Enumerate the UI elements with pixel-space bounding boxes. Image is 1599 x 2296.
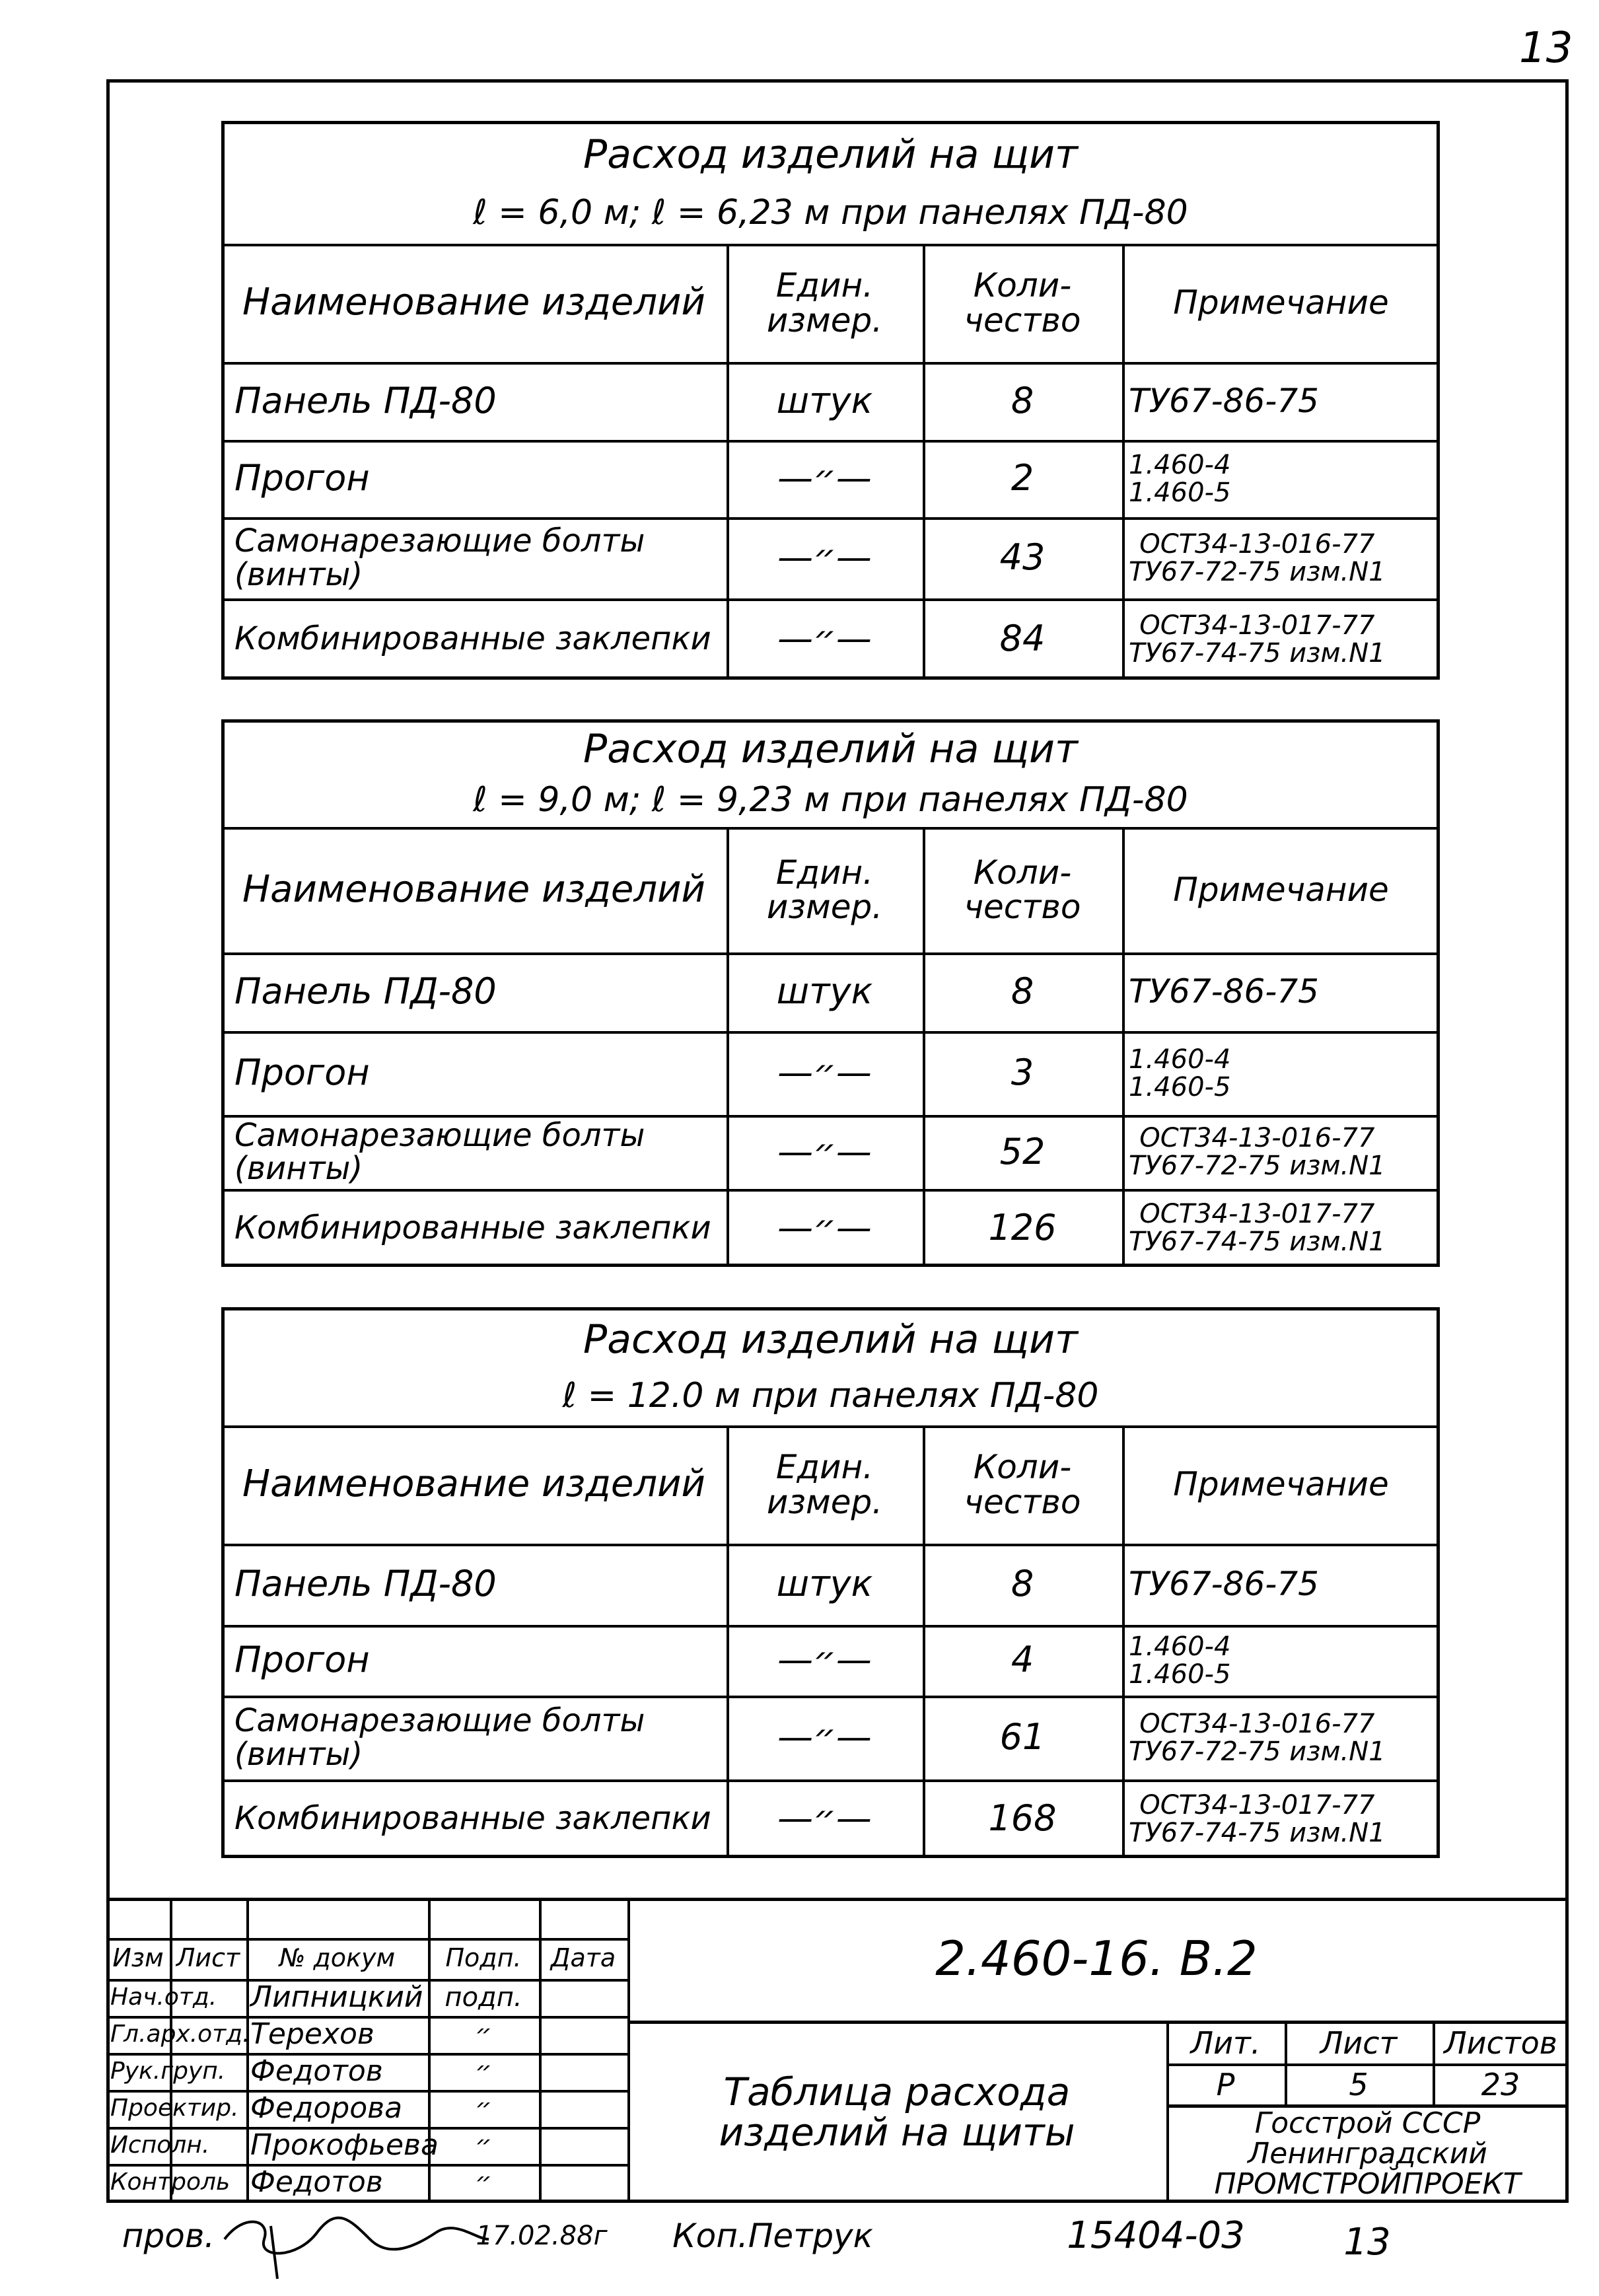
item-name: Самонарезающие болты (винты): [234, 522, 645, 593]
lit-value: Р: [1216, 2066, 1235, 2102]
sheets-label: Листов: [1444, 2025, 1557, 2062]
note-cell: ТУ67-86-75: [1129, 1565, 1319, 1604]
item-name: Комбинированные заклепки: [234, 620, 711, 658]
column-header: Един. измер.: [766, 853, 883, 926]
item-name: Самонарезающие болты (винты): [234, 1116, 645, 1187]
item-name: Панель ПД-80: [234, 379, 497, 421]
staff-role: Нач.отд.: [110, 1984, 217, 2011]
note-cell: 1.460-4 1.460-5: [1129, 1044, 1231, 1102]
staff-role: Рук.груп.: [110, 2058, 226, 2085]
frame: [106, 79, 110, 2203]
footer-number: 13: [1343, 2220, 1391, 2264]
staff-signature: ״: [475, 2093, 492, 2124]
sheet-value: 5: [1349, 2066, 1368, 2102]
note-cell: 1.460-4 1.460-5: [1129, 1631, 1231, 1690]
column-header: Коли-чество: [964, 266, 1081, 340]
item-name: Панель ПД-80: [234, 970, 497, 1013]
column-header: Примечание: [1173, 870, 1389, 909]
item-name: Прогон: [234, 1052, 370, 1094]
copied-by: Коп.Петрук: [672, 2216, 873, 2255]
unit-cell: —״—: [777, 1206, 872, 1248]
frame: [106, 79, 1569, 83]
note-cell: 1.460-4 1.460-5: [1129, 449, 1231, 508]
block-header: Подп.: [445, 1943, 522, 1973]
lit-label: Лит.: [1190, 2025, 1261, 2062]
page-number: 13: [1519, 24, 1573, 73]
staff-signature: подп.: [444, 1982, 522, 2013]
quantity-cell: 168: [988, 1797, 1057, 1840]
column-header: Наименование изделий: [242, 1462, 705, 1506]
unit-cell: штук: [776, 379, 873, 421]
block-header: Дата: [550, 1943, 616, 1973]
checked-label: пров.: [122, 2216, 215, 2255]
quantity-cell: 126: [988, 1206, 1057, 1248]
unit-cell: —״—: [777, 536, 872, 579]
note-cell: ТУ67-86-75: [1129, 381, 1319, 420]
frame: [1565, 79, 1569, 2203]
item-name: Комбинированные заклепки: [234, 1800, 711, 1838]
unit-cell: штук: [776, 1563, 873, 1605]
signature-date: 17.02.88г: [476, 2221, 608, 2251]
item-name: Самонарезающие болты (винты): [234, 1702, 645, 1773]
drawing-title: Таблица расхода изделий на щиты: [719, 2069, 1075, 2155]
note-cell: ОСТ34-13-016-77 ТУ67-72-75 изм.N1: [1129, 528, 1386, 587]
column-header: Примечание: [1173, 1465, 1389, 1504]
sheets-value: 23: [1481, 2066, 1520, 2102]
order-number: 15404-03: [1067, 2213, 1245, 2257]
block-header: Лист: [176, 1943, 240, 1973]
staff-name: Федотов: [250, 2165, 383, 2199]
unit-cell: штук: [776, 970, 873, 1013]
unit-cell: —״—: [777, 1639, 872, 1681]
table-title: Расход изделий на щит: [583, 1316, 1078, 1363]
column-header: Примечание: [1173, 283, 1389, 322]
staff-signature: ״: [475, 2019, 492, 2050]
column-header: Един. измер.: [766, 1448, 883, 1521]
staff-name: Терехов: [250, 2017, 374, 2051]
quantity-cell: 8: [1011, 1563, 1034, 1605]
item-name: Комбинированные заклепки: [234, 1209, 711, 1246]
column-header: Коли-чество: [964, 853, 1081, 926]
unit-cell: —״—: [777, 1052, 872, 1094]
quantity-cell: 2: [1011, 457, 1034, 499]
staff-role: Исполн.: [110, 2132, 210, 2159]
staff-role: Контроль: [110, 2169, 231, 2196]
staff-signature: ״: [475, 2130, 492, 2161]
item-name: Панель ПД-80: [234, 1563, 497, 1605]
staff-signature: ״: [475, 2056, 492, 2087]
column-header: Един. измер.: [766, 266, 883, 340]
quantity-cell: 8: [1011, 379, 1034, 421]
note-cell: ТУ67-86-75: [1129, 972, 1319, 1011]
sheet-label: Лист: [1320, 2025, 1398, 2062]
note-cell: ОСТ34-13-017-77 ТУ67-74-75 изм.N1: [1129, 1199, 1386, 1257]
staff-name: Федорова: [250, 2091, 403, 2125]
quantity-cell: 3: [1011, 1052, 1034, 1094]
note-cell: ОСТ34-13-016-77 ТУ67-72-75 изм.N1: [1129, 1708, 1386, 1767]
document-code: 2.460-16. В.2: [935, 1931, 1258, 1987]
unit-cell: —״—: [777, 1130, 872, 1172]
staff-role: Гл.арх.отд.: [110, 2021, 250, 2048]
staff-name: Липницкий: [250, 1980, 423, 2014]
organization: Госстрой СССР Ленинградский ПРОМСТРОЙПРОЕКТ: [1214, 2106, 1521, 2202]
table-subtitle: ℓ = 6,0 м; ℓ = 6,23 м при панелях ПД-80: [473, 193, 1188, 233]
quantity-cell: 84: [999, 618, 1046, 660]
note-cell: ОСТ34-13-016-77 ТУ67-72-75 изм.N1: [1129, 1123, 1386, 1181]
quantity-cell: 8: [1011, 970, 1034, 1013]
staff-signature: ״: [475, 2167, 492, 2198]
block-header: Изм: [112, 1943, 164, 1973]
unit-cell: —״—: [777, 1716, 872, 1758]
table-subtitle: ℓ = 12.0 м при панелях ПД-80: [562, 1375, 1099, 1416]
quantity-cell: 52: [999, 1130, 1046, 1172]
unit-cell: —״—: [777, 618, 872, 660]
unit-cell: —״—: [777, 1797, 872, 1840]
quantity-cell: 61: [999, 1716, 1046, 1758]
staff-name: Прокофьева: [250, 2128, 439, 2162]
table-subtitle: ℓ = 9,0 м; ℓ = 9,23 м при панелях ПД-80: [473, 779, 1188, 820]
unit-cell: —״—: [777, 457, 872, 499]
table-title: Расход изделий на щит: [583, 726, 1078, 773]
block-header: № докум: [279, 1943, 396, 1973]
item-name: Прогон: [234, 457, 370, 499]
column-header: Наименование изделий: [242, 281, 705, 324]
signature: [218, 2200, 495, 2285]
staff-name: Федотов: [250, 2054, 383, 2088]
column-header: Коли-чество: [964, 1448, 1081, 1521]
note-cell: ОСТ34-13-017-77 ТУ67-74-75 изм.N1: [1129, 1789, 1386, 1848]
item-name: Прогон: [234, 1639, 370, 1681]
staff-role: Проектир.: [110, 2095, 239, 2122]
quantity-cell: 4: [1011, 1639, 1034, 1681]
note-cell: ОСТ34-13-017-77 ТУ67-74-75 изм.N1: [1129, 610, 1386, 668]
table-title: Расход изделий на щит: [583, 131, 1078, 178]
quantity-cell: 43: [999, 536, 1046, 579]
column-header: Наименование изделий: [242, 867, 705, 911]
